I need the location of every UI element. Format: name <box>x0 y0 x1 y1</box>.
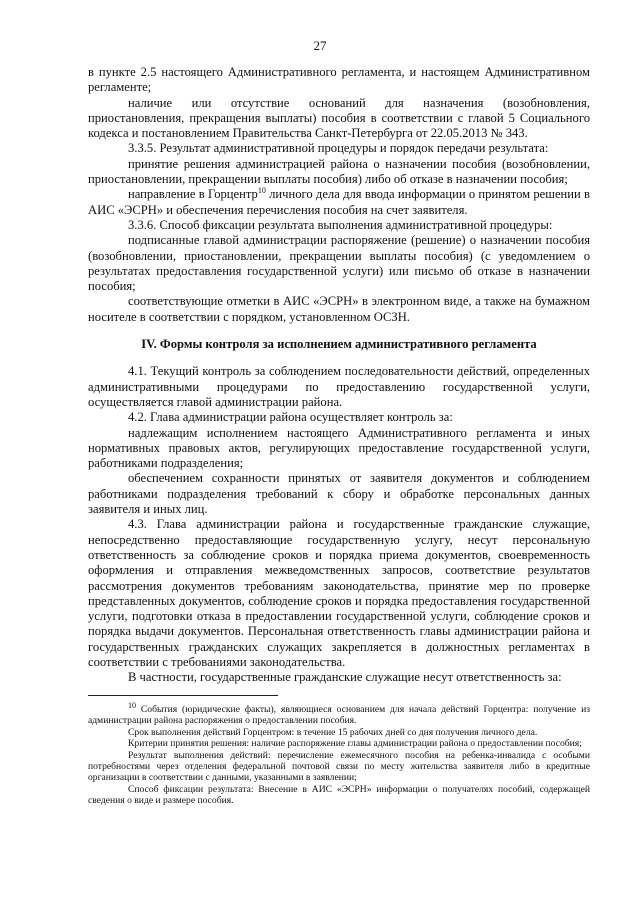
footnote: Способ фиксации результата: Внесение в АИС «ЭСРН» информации о получателях пособий, содержащей сведения о виде и размере пособия. <box>88 783 590 807</box>
footnote: Срок выполнения действий Горцентром: в течение 15 рабочих дней со дня получения личного дела. <box>128 726 538 738</box>
paragraph: принятие решения администрацией района о назначении пособия (возобновлении, приостановлении, прекращении выплаты пособия) либо об отказе в назначении пособия; <box>88 156 590 187</box>
paragraph: соответствующие отметки в АИС «ЭСРН» в электронном виде, а также на бумажном носителе в соответствии с порядком, установленном ОСЗН. <box>88 294 590 324</box>
footnote: Критерии принятия решения: наличие распоряжение главы администрации района о предоставлении пособия; <box>128 738 582 750</box>
paragraph: В частности, государственные гражданские служащие несут ответственность за: <box>128 670 562 685</box>
footnote-number: 10 <box>128 700 136 710</box>
paragraph: 4.2. Глава администрации района осуществляет контроль за: <box>128 410 453 425</box>
paragraph: 3.3.6. Способ фиксации результата выполнения административной процедуры: <box>128 217 553 232</box>
footnote-text: События (юридические факты), являющиеся основанием для начала действий Горцентра: получение из администрации района распоряжения о предоставлении пособия. <box>88 704 590 727</box>
paragraph: наличие или отсутствие оснований для назначения (возобновления, приостановления, прекращения выплаты) пособия в соответствии с главой 5 Социального кодекса и постановлением Правительства Санкт-Петербурга от 22.05.2013 № 343. <box>88 95 590 141</box>
footnote-reference[interactable]: 10 <box>257 186 266 196</box>
main-text <box>88 65 590 686</box>
paragraph: обеспечением сохранности принятых от заявителя документов и соблюдением работниками подразделения требований к сбору и обработке персональных данных заявителя и иных лиц. <box>88 471 590 517</box>
section-heading: IV. Формы контроля за исполнением административного регламента <box>141 337 537 352</box>
paragraph-text: направление в Горцентр <box>128 187 258 202</box>
page-number: 27 <box>313 38 327 53</box>
paragraph: 3.3.5. Результат административной процедуры и порядок передачи результата: <box>128 141 549 156</box>
footnotes <box>88 700 590 807</box>
paragraph-text: личного дела для ввода информации о принятом решении в АИС «ЭСРН» и обеспечения перечисления пособия на счет заявителя. <box>88 187 591 217</box>
footnote: Результат выполнения действий: перечисление ежемесячного пособия на ребенка-инвалида с особыми потребностями через отделения федеральной почтовой связи по месту жительства заявителя либо в кредитные организации в соответствии с данными, указанными в заявлении; <box>88 749 590 784</box>
paragraph: 4.1. Текущий контроль за соблюдением последовательности действий, определенных административными процедурами по предоставлению государственной услуги, осуществляется главой администрации района. <box>88 364 590 409</box>
paragraph: в пункте 2.5 настоящего Административного регламента, и настоящем Административном регламенте; <box>88 65 590 95</box>
paragraph: надлежащим исполнением настоящего Административного регламента и иных нормативных правовых актов, регулирующих предоставление государственной услуги, работниками подразделения; <box>88 425 590 471</box>
paragraph: 4.3. Глава администрации района и государственные гражданские служащие, непосредственно предоставляющие государственную услугу, несут персональную ответственность за соблюдение сроков и порядка приема документов, своевременность оформления и отправления межведомственных запросов, соответствие результатов рассмотрения документов требованиям законодательства, принятие мер по проверке представленных документов, соблюдение сроков и порядка предоставления государственной услуги, подготовки отказа в предоставлении государственной услуги, соблюдение сроков и порядка выдачи документов. Персональная ответственность главы администрации района и государственных гражданских служащих закрепляется в должностных регламентах в соответствии с требованиями законодательства. <box>88 517 590 669</box>
footnote-separator <box>88 695 278 696</box>
paragraph-with-footnote-ref <box>88 187 590 218</box>
paragraph: подписанные главой администрации распоряжение (решение) о назначении пособия (возобновлении, приостановлении, прекращении выплаты пособия) (с уведомлением о результатах предоставления государственной услуги) или письмо об отказе в назначении пособия; <box>88 233 590 294</box>
footnote <box>88 700 590 727</box>
